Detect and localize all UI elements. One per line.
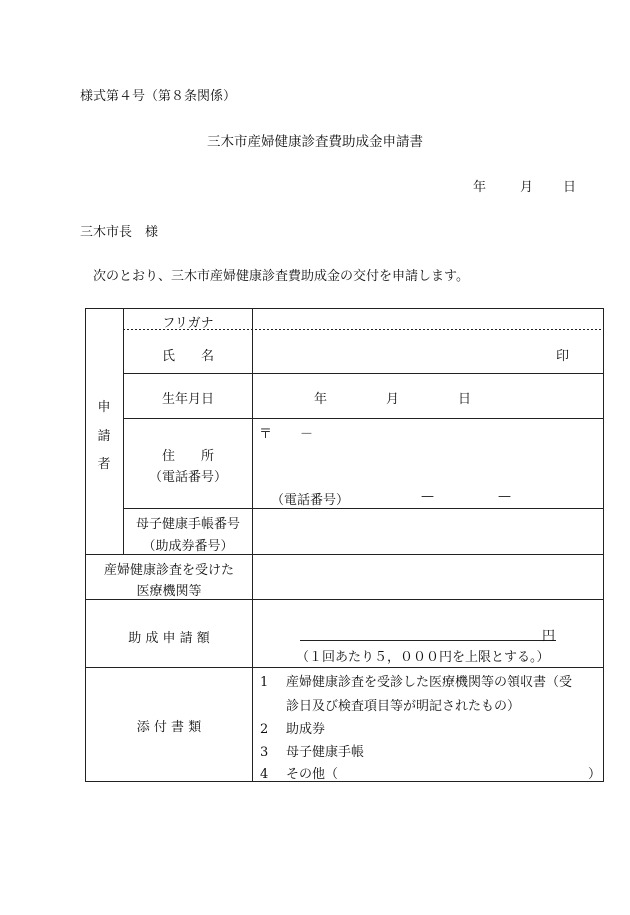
amount-field[interactable] — [300, 608, 540, 640]
institution-label-2: 医療機関等 — [136, 584, 202, 599]
dob-month: 月 — [386, 392, 400, 407]
mch-handbook-label: 母子健康手帳番号 — [135, 517, 240, 532]
applicant-label-2: 請 — [97, 429, 111, 444]
furigana-label: フリガナ — [162, 316, 214, 331]
voucher-label: （助成券番号） — [142, 539, 234, 554]
applicant-label-3: 者 — [97, 457, 111, 472]
date-year: 年 — [473, 180, 487, 195]
other-attachment-field[interactable] — [360, 763, 585, 779]
institution-field[interactable] — [253, 555, 603, 599]
form-number: 様式第４号（第８条関係） — [80, 89, 237, 104]
dob-day: 日 — [458, 392, 472, 407]
name-label: 氏 名 — [161, 349, 214, 364]
postal-dash: － — [300, 427, 314, 442]
addressee: 三木市長 様 — [80, 225, 159, 240]
attachments-label: 添 付 書 類 — [136, 720, 202, 735]
mch-handbook-field[interactable] — [253, 509, 603, 554]
seal-mark: 印 — [556, 349, 570, 364]
dob-field[interactable] — [253, 374, 603, 418]
attachment-item: 1 産婦健康診査を受診した医療機関等の領収書（受 — [260, 675, 573, 690]
postal-mark: 〒 — [259, 427, 273, 442]
document-title: 三木市産婦健康診査費助成金申請書 — [207, 134, 423, 150]
amount-label: 助 成 申 請 額 — [128, 631, 210, 646]
other-close-paren: ） — [588, 767, 602, 782]
address-label: 住 所 — [161, 449, 214, 464]
applicant-label-1: 申 — [97, 400, 111, 415]
institution-label-1: 産婦健康診査を受けた — [103, 563, 234, 578]
dob-year: 年 — [314, 392, 328, 407]
attachment-item: 診日及び検査項目等が明記されたもの） — [286, 699, 521, 714]
attachment-item: 3 母子健康手帳 — [260, 745, 365, 760]
date-month: 月 — [520, 180, 534, 195]
dob-label: 生年月日 — [161, 392, 214, 407]
amount-unit: 円 — [542, 629, 556, 644]
furigana-field[interactable] — [253, 309, 603, 329]
amount-note: （１回あたり５，０００円を上限とする。） — [296, 650, 550, 665]
address-phone-label: （電話番号） — [148, 470, 227, 485]
date-day: 日 — [563, 180, 577, 195]
phone-dash-2: — — [498, 489, 511, 504]
phone-dash-1: — — [421, 489, 434, 504]
attachment-item: 4 その他（ — [260, 767, 339, 782]
intro-text: 次のとおり、三木市産婦健康診査費助成金の交付を申請します。 — [93, 269, 469, 284]
attachment-item: 2 助成券 — [260, 722, 326, 737]
name-field[interactable] — [253, 330, 603, 373]
phone-label: （電話番号） — [271, 493, 350, 508]
